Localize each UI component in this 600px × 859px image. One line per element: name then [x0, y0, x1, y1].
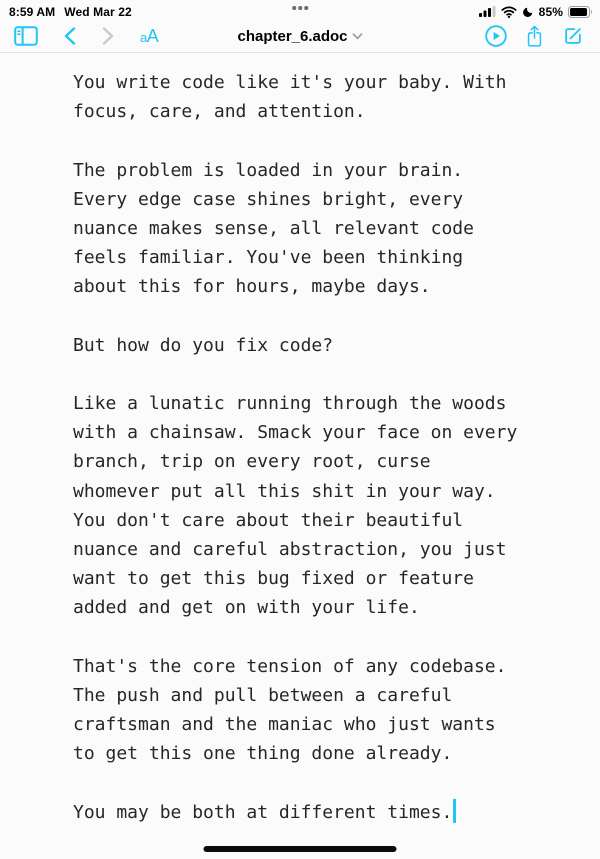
library-sidebar-icon	[14, 26, 38, 46]
share-button[interactable]	[525, 24, 544, 48]
text-line[interactable]: Like a lunatic running through the woods	[73, 393, 507, 415]
chevron-forward-icon	[102, 27, 114, 45]
sidebar-toggle-button[interactable]	[14, 26, 38, 46]
document-title: chapter_6.adoc	[237, 27, 348, 45]
toolbar-left-group	[14, 26, 158, 46]
home-indicator[interactable]	[204, 846, 397, 852]
text-line[interactable]: to get this one thing done already.	[73, 743, 453, 765]
chevron-down-icon	[353, 33, 363, 40]
blank-line[interactable]	[73, 769, 543, 798]
play-circle-icon	[485, 25, 507, 47]
text-line[interactable]: whomever put all this shit in your way.	[73, 480, 496, 502]
focus-moon-icon	[522, 6, 534, 18]
blank-line[interactable]	[73, 623, 543, 652]
battery-percent: 85%	[538, 4, 563, 19]
text-line[interactable]: Every edge case shines bright, every	[73, 188, 464, 210]
compose-icon	[562, 25, 584, 47]
cellular-signal-icon	[479, 6, 496, 17]
text-line[interactable]: But how do you fix code?	[73, 334, 334, 356]
text-line[interactable]: craftsman and the maniac who just wants	[73, 714, 496, 736]
text-line[interactable]: You write code like it's your baby. With	[73, 72, 507, 93]
text-line[interactable]: You don't care about their beautiful	[73, 509, 464, 531]
text-line[interactable]: nuance and careful abstraction, you just	[73, 539, 507, 560]
status-date: Wed Mar 22	[64, 4, 132, 19]
status-right	[479, 2, 593, 19]
text-line[interactable]: focus, care, and attention.	[73, 101, 366, 123]
clock-time: 8:59 AM	[9, 4, 56, 19]
dot	[298, 6, 302, 10]
forward-button[interactable]	[102, 27, 114, 45]
text-size-label: aA	[140, 26, 159, 46]
text-line[interactable]: That's the core tension of any codebase.	[73, 655, 507, 677]
text-line[interactable]: with a chainsaw. Smack your face on every	[73, 422, 518, 444]
text-line[interactable]: added and get on with your life.	[73, 597, 420, 619]
text-line[interactable]: feels familiar. You've been thinking	[73, 247, 464, 269]
share-icon	[525, 24, 544, 48]
dot	[304, 6, 308, 10]
text-line[interactable]: want to get this bug fixed or feature	[73, 568, 474, 590]
back-button[interactable]	[64, 27, 76, 45]
text-line[interactable]: You may be both at different times.	[73, 798, 543, 827]
text-line[interactable]: The push and pull between a careful	[73, 684, 453, 706]
text-line[interactable]: about this for hours, maybe days.	[73, 276, 431, 298]
dot	[292, 6, 296, 10]
toolbar	[0, 20, 600, 53]
editor-surface[interactable]	[73, 68, 543, 839]
text-cursor-icon	[453, 799, 456, 823]
document-title-button[interactable]	[237, 28, 362, 45]
blank-line[interactable]	[73, 126, 543, 155]
compose-button[interactable]	[562, 25, 584, 47]
multitask-indicator-icon[interactable]	[292, 6, 308, 10]
wifi-icon	[501, 6, 517, 18]
text-line[interactable]: branch, trip on every root, curse	[73, 451, 431, 473]
status-left	[9, 2, 132, 19]
chevron-back-icon	[64, 27, 76, 45]
preview-button[interactable]	[485, 25, 507, 47]
text-size-button[interactable]	[140, 27, 158, 45]
text-line[interactable]: The problem is loaded in your brain.	[73, 159, 464, 181]
text-line[interactable]: nuance makes sense, all relevant code	[73, 217, 474, 239]
toolbar-right-group	[485, 24, 584, 48]
blank-line[interactable]	[73, 302, 543, 331]
blank-line[interactable]	[73, 360, 543, 389]
battery-icon	[568, 6, 593, 18]
status-bar	[0, 0, 600, 20]
